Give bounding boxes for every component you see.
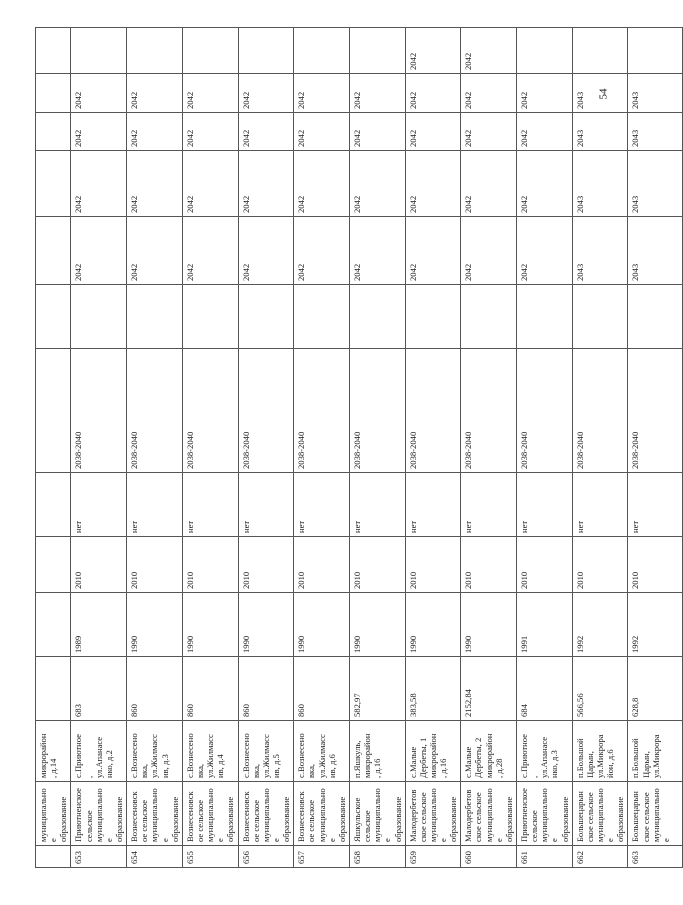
cell-year-d: 2043: [572, 74, 628, 113]
cell-survey-year: 2010: [349, 537, 405, 593]
cell-year-b: 2042: [461, 151, 517, 217]
cell-row-number: 663: [628, 846, 683, 868]
cell-year-b: 2042: [182, 151, 238, 217]
rotated-table-frame: [35, 38, 671, 868]
cell-year-c: 2042: [127, 113, 183, 151]
cell-repair-period: 2038-2040: [182, 349, 238, 473]
cell-year-d: 2042: [349, 74, 405, 113]
cell-year-d: 2042: [238, 74, 294, 113]
cell-year-built: 1990: [238, 593, 294, 657]
cell-year-e: [294, 28, 350, 74]
cell-emergency-status: нет: [349, 473, 405, 537]
cell-year-e: 2042: [405, 28, 461, 74]
cell-year-built: 1990: [127, 593, 183, 657]
cell-year-d: 2042: [405, 74, 461, 113]
table-row: [517, 28, 573, 868]
cell-col-empty: [517, 285, 573, 349]
cell-municipality: Яшкульское сельское муниципальное образование: [349, 782, 405, 846]
cell-year-built: 1990: [294, 593, 350, 657]
cell-repair-period: 2038-2040: [71, 349, 127, 473]
cell-address: с.Вознесено вка, ул.Жилмасс ив, д.5: [238, 721, 294, 782]
cell-row-number: [36, 846, 71, 868]
cell-area: [36, 657, 71, 721]
cell-row-number: 658: [349, 846, 405, 868]
cell-year-b: 2043: [628, 151, 683, 217]
cell-year-c: 2043: [628, 113, 683, 151]
cell-area: 683: [71, 657, 127, 721]
table-row: [36, 28, 71, 868]
cell-address: п.Большой Царын, ул.Микрора йон, д.6: [572, 721, 628, 782]
table-row: [71, 28, 127, 868]
cell-survey-year: 2010: [461, 537, 517, 593]
cell-year-c: 2043: [572, 113, 628, 151]
cell-area: 383,58: [405, 657, 461, 721]
cell-year-a: 2043: [572, 217, 628, 285]
cell-col-empty: [238, 285, 294, 349]
table-row: [127, 28, 183, 868]
cell-emergency-status: нет: [405, 473, 461, 537]
cell-col-empty: [628, 285, 683, 349]
cell-col-empty: [461, 285, 517, 349]
cell-area: 860: [182, 657, 238, 721]
cell-year-d: 2042: [294, 74, 350, 113]
cell-year-c: 2042: [182, 113, 238, 151]
cell-year-d: 2042: [127, 74, 183, 113]
cell-survey-year: 2010: [71, 537, 127, 593]
cell-year-b: 2042: [349, 151, 405, 217]
cell-year-built: 1990: [461, 593, 517, 657]
cell-address: с.Приютное , ул.Апанасе нко, д.2: [71, 721, 127, 782]
cell-year-built: 1990: [182, 593, 238, 657]
cell-year-a: 2043: [628, 217, 683, 285]
cell-emergency-status: нет: [461, 473, 517, 537]
cell-col-empty: [127, 285, 183, 349]
cell-year-e: [572, 28, 628, 74]
cell-year-e: [517, 28, 573, 74]
cell-repair-period: 2038-2040: [294, 349, 350, 473]
table-row: [294, 28, 350, 868]
cell-municipality: муниципальное образование: [36, 782, 71, 846]
cell-year-a: 2042: [405, 217, 461, 285]
cell-survey-year: [36, 537, 71, 593]
table-row: [182, 28, 238, 868]
cell-emergency-status: нет: [127, 473, 183, 537]
cell-repair-period: 2038-2040: [461, 349, 517, 473]
cell-year-e: [349, 28, 405, 74]
cell-repair-period: 2038-2040: [238, 349, 294, 473]
cell-year-b: 2042: [71, 151, 127, 217]
cell-year-d: 2042: [461, 74, 517, 113]
cell-row-number: 662: [572, 846, 628, 868]
cell-year-d: 2043: [628, 74, 683, 113]
cell-row-number: 660: [461, 846, 517, 868]
cell-emergency-status: нет: [294, 473, 350, 537]
cell-area: 860: [238, 657, 294, 721]
cell-address: с.Малые Дербеты, 1 микрорайон , д.16: [405, 721, 461, 782]
cell-year-d: 2042: [71, 74, 127, 113]
cell-year-a: 2042: [71, 217, 127, 285]
cell-year-c: 2042: [349, 113, 405, 151]
table-row: [461, 28, 517, 868]
cell-area: 582,97: [349, 657, 405, 721]
cell-year-d: 2042: [517, 74, 573, 113]
table-row: [349, 28, 405, 868]
cell-municipality: Приютненское сельское муниципальное образование: [71, 782, 127, 846]
cell-survey-year: 2010: [238, 537, 294, 593]
cell-year-c: 2042: [461, 113, 517, 151]
cell-year-built: 1992: [572, 593, 628, 657]
cell-year-a: [36, 217, 71, 285]
cell-year-a: 2042: [127, 217, 183, 285]
cell-emergency-status: нет: [628, 473, 683, 537]
cell-year-e: [71, 28, 127, 74]
cell-col-empty: [71, 285, 127, 349]
cell-emergency-status: нет: [71, 473, 127, 537]
cell-municipality: Вознесеновск ое сельское муниципальное образование: [182, 782, 238, 846]
cell-year-e: [127, 28, 183, 74]
cell-address: с.Малые Дербеты, 2 микрорайон , д.28: [461, 721, 517, 782]
housing-schedule-table: [35, 27, 683, 868]
cell-area: 684: [517, 657, 573, 721]
cell-survey-year: 2010: [182, 537, 238, 593]
cell-area: 628,8: [628, 657, 683, 721]
cell-year-b: 2043: [572, 151, 628, 217]
table-row: [572, 28, 628, 868]
cell-repair-period: 2038-2040: [127, 349, 183, 473]
cell-survey-year: 2010: [572, 537, 628, 593]
cell-repair-period: 2038-2040: [517, 349, 573, 473]
cell-year-built: 1990: [349, 593, 405, 657]
cell-year-b: 2042: [294, 151, 350, 217]
cell-row-number: 653: [71, 846, 127, 868]
cell-repair-period: 2038-2040: [405, 349, 461, 473]
cell-year-b: 2042: [238, 151, 294, 217]
cell-col-empty: [36, 285, 71, 349]
page-number: 54: [597, 88, 610, 100]
cell-year-a: 2042: [294, 217, 350, 285]
cell-year-d: [36, 74, 71, 113]
cell-area: 860: [127, 657, 183, 721]
cell-year-e: [36, 28, 71, 74]
cell-year-b: 2042: [127, 151, 183, 217]
cell-col-empty: [405, 285, 461, 349]
cell-year-e: [182, 28, 238, 74]
cell-year-e: 2042: [461, 28, 517, 74]
cell-row-number: 657: [294, 846, 350, 868]
cell-year-c: 2042: [71, 113, 127, 151]
cell-year-c: 2042: [405, 113, 461, 151]
cell-survey-year: 2010: [294, 537, 350, 593]
table-body: [36, 28, 683, 868]
cell-repair-period: 2038-2040: [628, 349, 683, 473]
cell-survey-year: 2010: [405, 537, 461, 593]
cell-col-empty: [182, 285, 238, 349]
cell-year-a: 2042: [349, 217, 405, 285]
cell-year-b: 2042: [405, 151, 461, 217]
cell-emergency-status: нет: [517, 473, 573, 537]
cell-address: п.Большой Царын, ул.Микрора: [628, 721, 683, 782]
cell-survey-year: 2010: [628, 537, 683, 593]
cell-col-empty: [572, 285, 628, 349]
cell-repair-period: 2038-2040: [349, 349, 405, 473]
cell-address: с.Вознесено вка, ул.Жилмасс ив, д.3: [127, 721, 183, 782]
cell-emergency-status: [36, 473, 71, 537]
cell-municipality: Большецарын ское сельское муниципальное образование: [572, 782, 628, 846]
cell-repair-period: [36, 349, 71, 473]
cell-row-number: 655: [182, 846, 238, 868]
cell-survey-year: 2010: [127, 537, 183, 593]
cell-row-number: 656: [238, 846, 294, 868]
cell-area: 566,56: [572, 657, 628, 721]
cell-emergency-status: нет: [238, 473, 294, 537]
cell-year-built: [36, 593, 71, 657]
cell-address: микрорайон , д.14: [36, 721, 71, 782]
cell-area: 860: [294, 657, 350, 721]
cell-col-empty: [349, 285, 405, 349]
table-row: [238, 28, 294, 868]
cell-address: с.Приютное , ул.Апанасе нко, д.3: [517, 721, 573, 782]
cell-municipality: Приютненское сельское муниципальное образование: [517, 782, 573, 846]
cell-year-e: [628, 28, 683, 74]
cell-address: с.Вознесено вка, ул.Жилмасс ив, д.6: [294, 721, 350, 782]
table-row: [628, 28, 683, 868]
cell-row-number: 654: [127, 846, 183, 868]
cell-year-c: 2042: [517, 113, 573, 151]
cell-emergency-status: нет: [572, 473, 628, 537]
cell-municipality: Вознесеновск ое сельское муниципальное образование: [238, 782, 294, 846]
cell-municipality: Малодербетов ское сельское муниципальное образование: [461, 782, 517, 846]
cell-row-number: 661: [517, 846, 573, 868]
cell-year-built: 1992: [628, 593, 683, 657]
cell-year-d: 2042: [182, 74, 238, 113]
cell-year-a: 2042: [238, 217, 294, 285]
cell-year-b: 2042: [517, 151, 573, 217]
cell-address: с.Вознесено вка, ул.Жилмасс ив, д.4: [182, 721, 238, 782]
cell-emergency-status: нет: [182, 473, 238, 537]
cell-year-built: 1989: [71, 593, 127, 657]
table-row: [405, 28, 461, 868]
cell-municipality: Малодербетов ское сельское муниципальное образование: [405, 782, 461, 846]
cell-municipality: Вознесеновск ое сельское муниципальное образование: [294, 782, 350, 846]
cell-row-number: 659: [405, 846, 461, 868]
cell-municipality: Большецарын ское сельское муниципальное: [628, 782, 683, 846]
cell-year-c: 2042: [238, 113, 294, 151]
cell-year-b: [36, 151, 71, 217]
cell-year-c: [36, 113, 71, 151]
cell-municipality: Вознесеновск ое сельское муниципальное образование: [127, 782, 183, 846]
cell-year-c: 2042: [294, 113, 350, 151]
cell-year-a: 2042: [182, 217, 238, 285]
cell-year-a: 2042: [517, 217, 573, 285]
cell-col-empty: [294, 285, 350, 349]
cell-year-a: 2042: [461, 217, 517, 285]
cell-address: п.Яшкуль, микрорайон , д.16: [349, 721, 405, 782]
cell-year-built: 1991: [517, 593, 573, 657]
cell-repair-period: 2038-2040: [572, 349, 628, 473]
cell-survey-year: 2010: [517, 537, 573, 593]
cell-year-e: [238, 28, 294, 74]
cell-area: 2152,84: [461, 657, 517, 721]
cell-year-built: 1990: [405, 593, 461, 657]
